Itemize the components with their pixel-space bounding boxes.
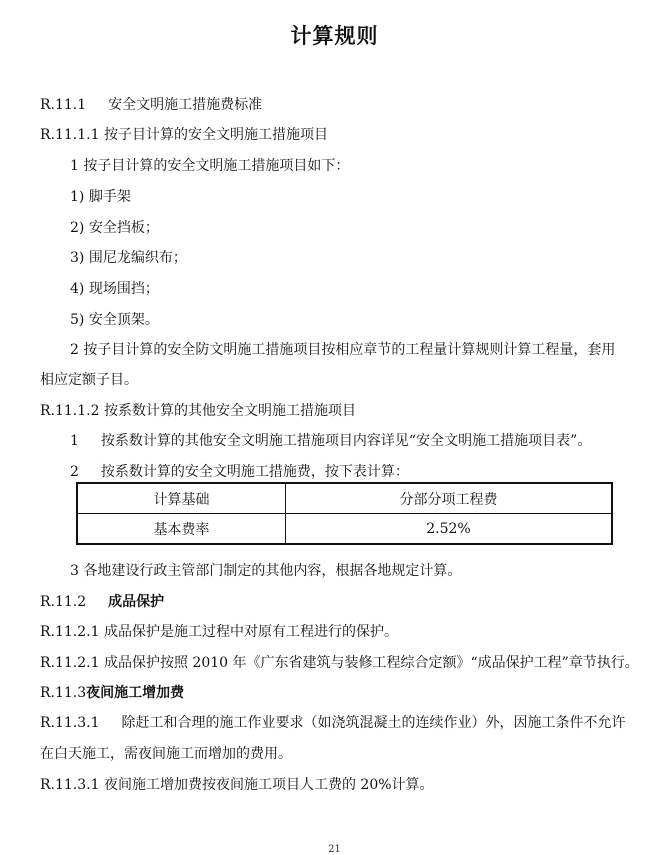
clause-number: 1 (70, 433, 79, 449)
paragraph: R.11.2.1 成品保护按照 2010 年《广东省建筑与装修工程综合定额》“成品保护工程”章节执行。 (40, 655, 639, 671)
table-cell: 基本费率 (77, 514, 286, 545)
page-number: 21 (328, 844, 341, 855)
section-title: 夜间施工增加费 (86, 685, 185, 701)
clause-2 (70, 462, 409, 482)
clause-number: R.11.3.1 (40, 715, 100, 731)
section-r11-1-heading (40, 95, 262, 115)
list-item: 3) 围尼龙编织布； (70, 250, 187, 266)
paragraph-line-2: 在白天施工，需夜间施工而增加的费用。 (40, 746, 292, 762)
list-item: 4) 现场围挡； (70, 281, 159, 297)
list-item: 1) 脚手架 (70, 189, 131, 205)
table-header-cell: 分部分项工程费 (286, 483, 613, 514)
section-title: 成品保护 (108, 594, 165, 610)
paragraph-2-line-1: 2 按子目计算的安全防文明施工措施项目按相应章节的工程量计算规则计算工程量，套用 (70, 342, 616, 358)
section-number: R.11.3 (40, 685, 87, 701)
list-item: 5) 安全顶架。 (70, 312, 159, 328)
section-r11-3-heading (40, 683, 184, 703)
section-number: R.11.2 (40, 594, 87, 610)
subsection-r11-1-2: R.11.1.2 按系数计算的其他安全文明施工措施项目 (40, 403, 356, 419)
paragraph-2-line-2: 相应定额子目。 (40, 372, 138, 388)
table-row (77, 514, 612, 545)
table-cell: 2.52% (286, 514, 613, 545)
table-header-cell: 计算基础 (77, 483, 286, 514)
clause-text: 按系数计算的其他安全文明施工措施项目内容详见“安全文明施工措施项目表”。 (100, 433, 592, 449)
list-item: 2) 安全挡板； (70, 220, 159, 236)
clause-text: 按系数计算的安全文明施工措施费，按下表计算： (100, 464, 409, 480)
intro-paragraph: 1 按子目计算的安全文明施工措施项目如下： (70, 158, 350, 174)
fee-rate-table (76, 482, 613, 545)
clause-3: 3 各地建设行政主管部门制定的其他内容，根据各地规定计算。 (70, 563, 462, 579)
paragraph: R.11.2.1 成品保护是施工过程中对原有工程进行的保护。 (40, 624, 398, 640)
table-row (77, 483, 612, 514)
paragraph: R.11.3.1 夜间施工增加费按夜间施工项目人工费的 20%计算。 (40, 777, 434, 793)
clause-1 (70, 431, 591, 451)
subsection-r11-1-1: R.11.1.1 按子目计算的安全文明施工措施项目 (40, 127, 328, 143)
section-r11-2-heading (40, 592, 164, 612)
section-title: 安全文明施工措施费标准 (108, 97, 263, 113)
clause-text: 除赶工和合理的施工作业要求（如浇筑混凝土的连续作业）外，因施工条件不允许 (121, 715, 626, 731)
page-title: 计算规则 (290, 24, 379, 48)
section-number: R.11.1 (40, 97, 87, 113)
clause-number: 2 (70, 464, 79, 480)
paragraph-line-1 (40, 713, 626, 733)
